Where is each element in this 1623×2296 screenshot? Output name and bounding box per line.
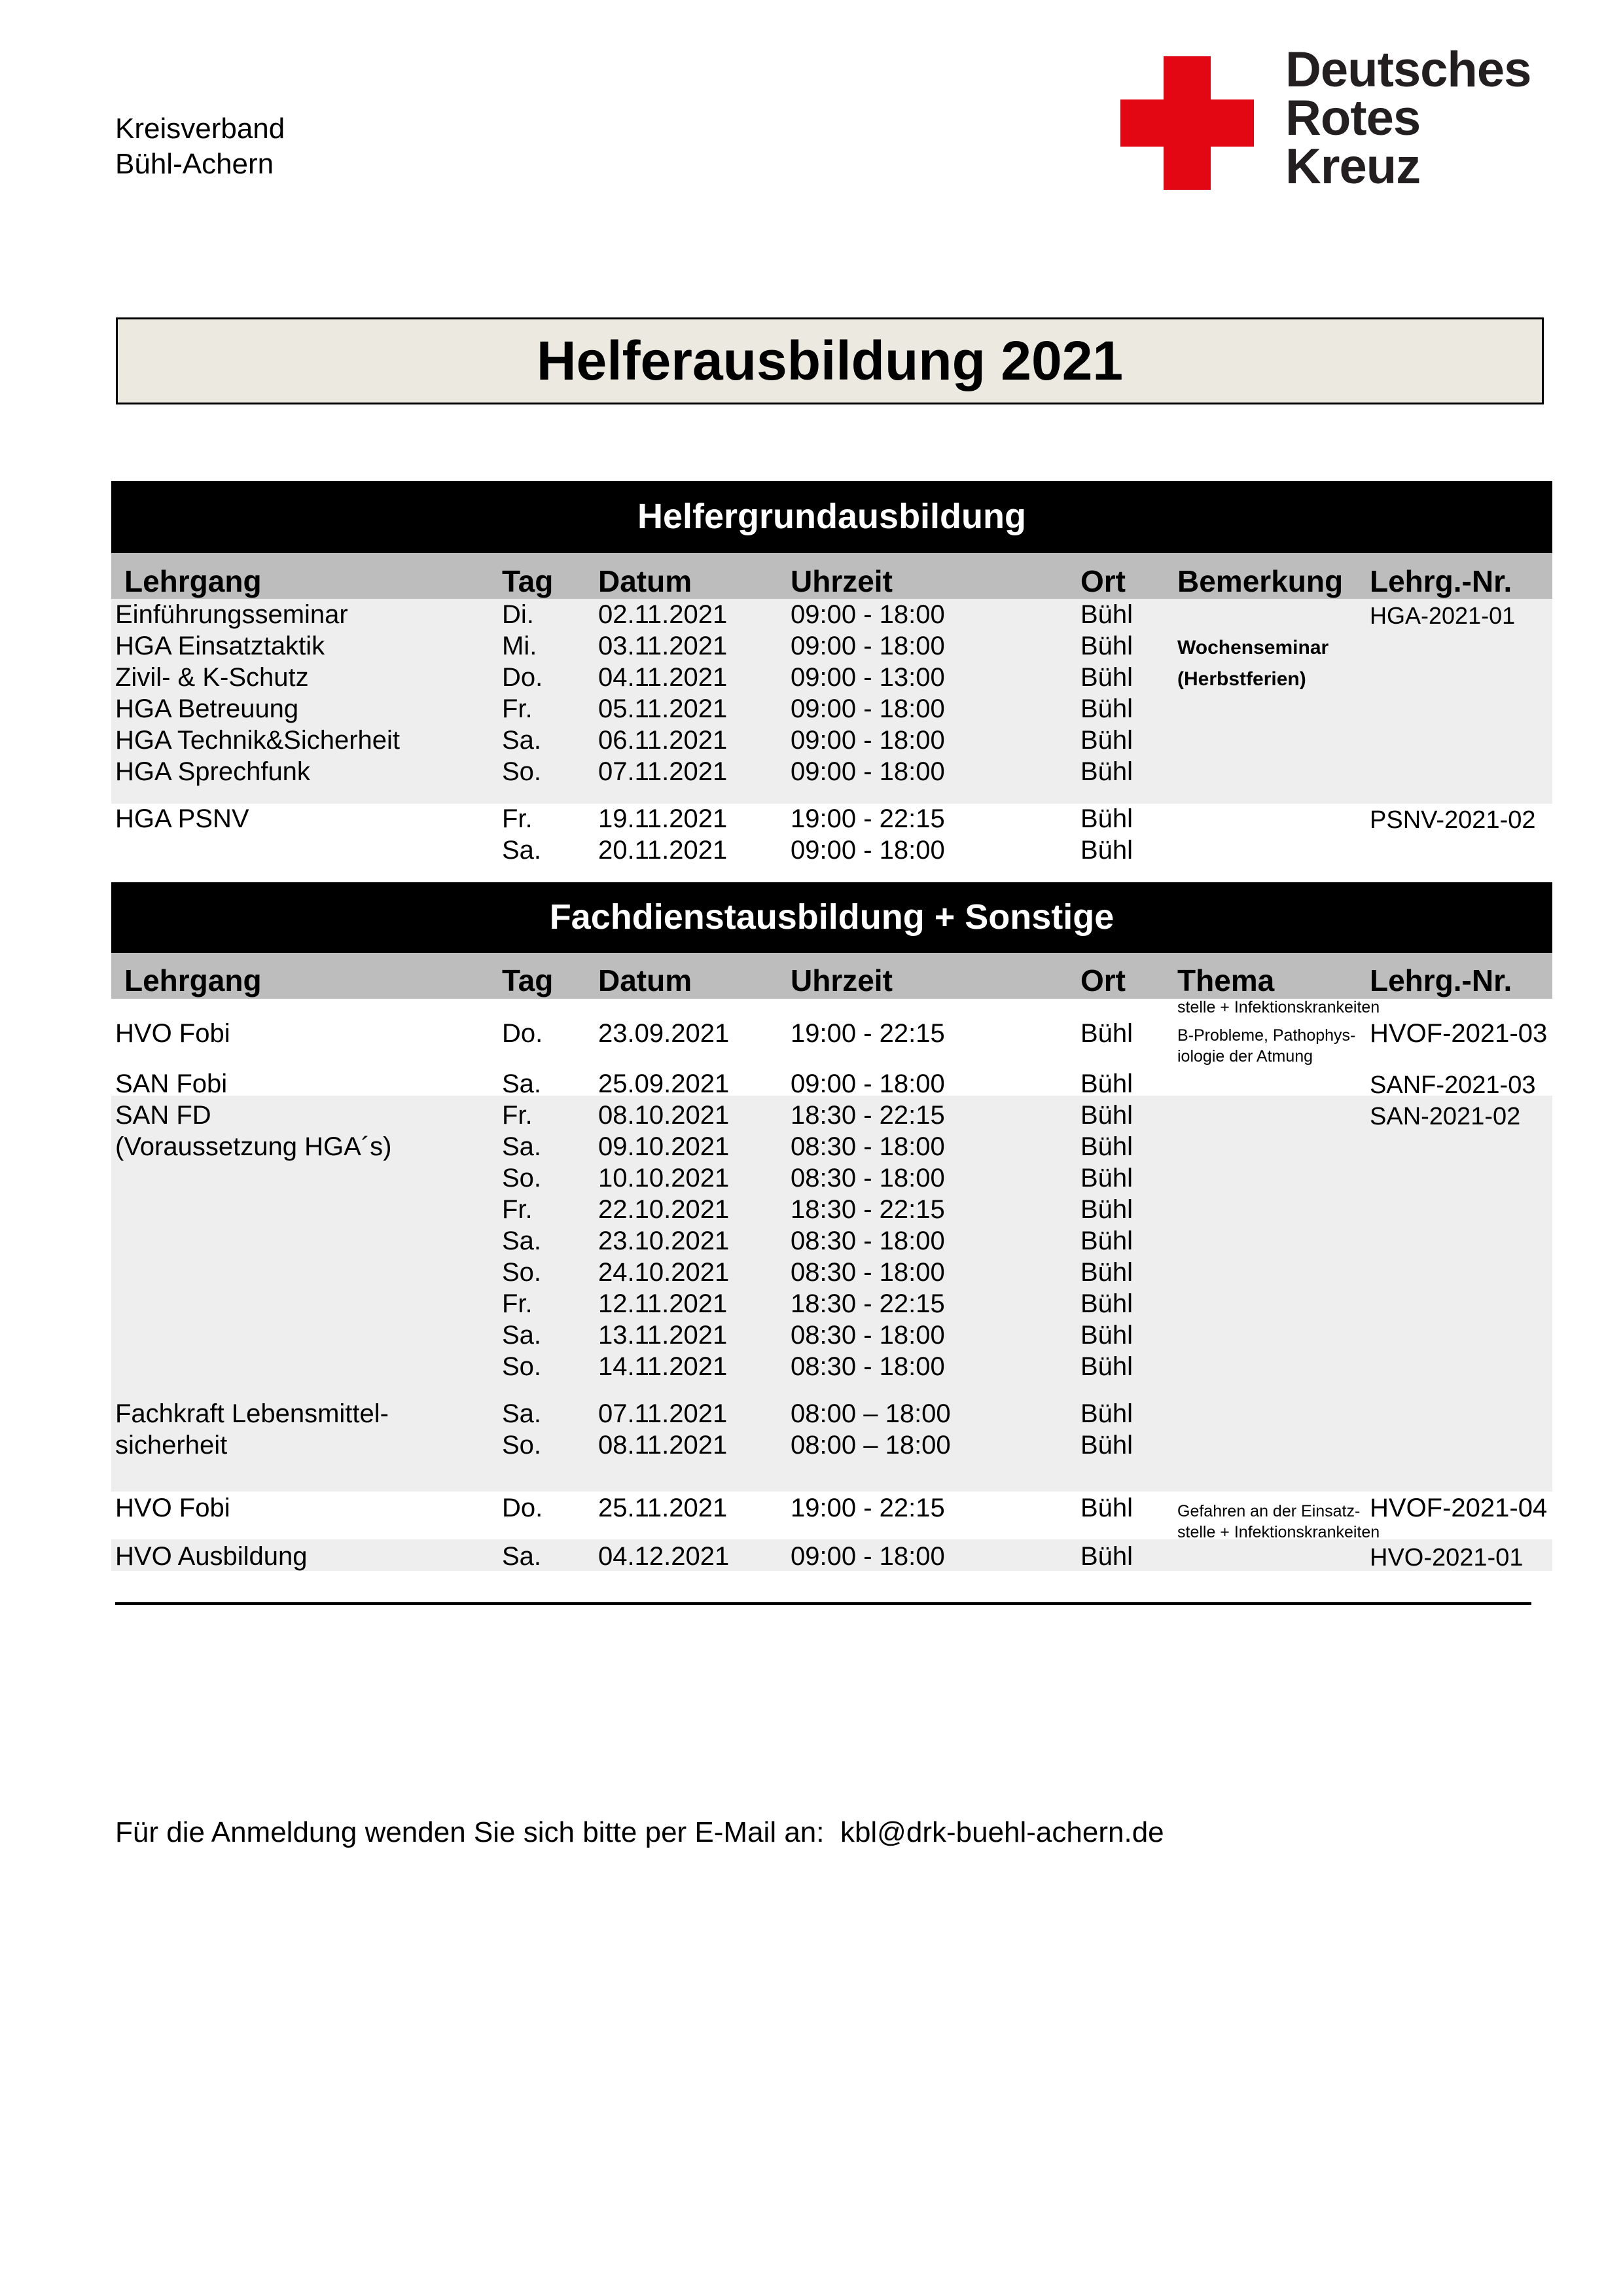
course-name: (Voraussetzung HGA´s)	[115, 1132, 392, 1161]
contact-email-link[interactable]: kbl@drk-buehl-achern.de	[840, 1816, 1164, 1848]
thema: Gefahren an der Einsatz-	[1177, 1502, 1361, 1520]
thema-note: stelle + Infektionskrankeiten	[1177, 998, 1380, 1016]
course-number: PSNV-2021-02	[1370, 806, 1536, 834]
org-line-1: Kreisverband	[115, 113, 285, 145]
course-name: sicherheit	[115, 1431, 228, 1460]
header-datum: Datum	[598, 963, 692, 997]
registration-note	[115, 1814, 1164, 1851]
org-line-2: Bühl-Achern	[115, 148, 274, 180]
registration-text: Für die Anmeldung wenden Sie sich bitte per E-Mail an:	[115, 1816, 825, 1848]
red-cross-logo-icon	[1120, 56, 1254, 190]
divider	[115, 1602, 1531, 1605]
section-title-fachdienstausbildung: Fachdienstausbildung + Sonstige	[549, 897, 1115, 937]
thema: B-Probleme, Pathophys-	[1177, 1026, 1356, 1045]
course-number: SAN-2021-02	[1370, 1103, 1521, 1130]
organization-name	[115, 111, 285, 182]
drk-logo-wordmark: Deutsches Rotes Kreuz	[1285, 42, 1531, 194]
course-number: HGA-2021-01	[1370, 602, 1516, 629]
course-number: HVO-2021-01	[1370, 1544, 1524, 1571]
header-uhrzeit: Uhrzeit	[791, 963, 893, 997]
thema: stelle + Infektionskrankeiten	[1177, 1523, 1380, 1541]
header-lehrgangsnummer: Lehrg.-Nr.	[1370, 564, 1512, 598]
header-lehrgang: Lehrgang	[124, 564, 262, 598]
header-tag: Tag	[502, 564, 554, 598]
section-title-helfergrundausbildung: Helfergrundausbildung	[637, 497, 1026, 536]
header-ort: Ort	[1080, 564, 1126, 598]
header-datum: Datum	[598, 564, 692, 598]
remark: Wochenseminar	[1177, 637, 1329, 658]
course-name: Fachkraft Lebensmittel-	[115, 1399, 389, 1428]
thema: iologie der Atmung	[1177, 1047, 1313, 1066]
header-uhrzeit: Uhrzeit	[791, 564, 893, 598]
header-tag: Tag	[502, 963, 554, 997]
remark: (Herbstferien)	[1177, 668, 1306, 690]
header-lehrgang: Lehrgang	[124, 963, 262, 997]
header-ort: Ort	[1080, 963, 1126, 997]
header-bemerkung: Bemerkung	[1177, 564, 1344, 598]
document-title: Helferausbildung 2021	[116, 317, 1544, 404]
course-name: SAN FD	[115, 1101, 211, 1130]
course-number: HVOF-2021-04	[1370, 1494, 1548, 1522]
header-lehrgangsnummer: Lehrg.-Nr.	[1370, 963, 1512, 997]
header-thema: Thema	[1177, 963, 1275, 997]
course-number: SANF-2021-03	[1370, 1071, 1536, 1099]
course-number: HVOF-2021-03	[1370, 1019, 1548, 1048]
